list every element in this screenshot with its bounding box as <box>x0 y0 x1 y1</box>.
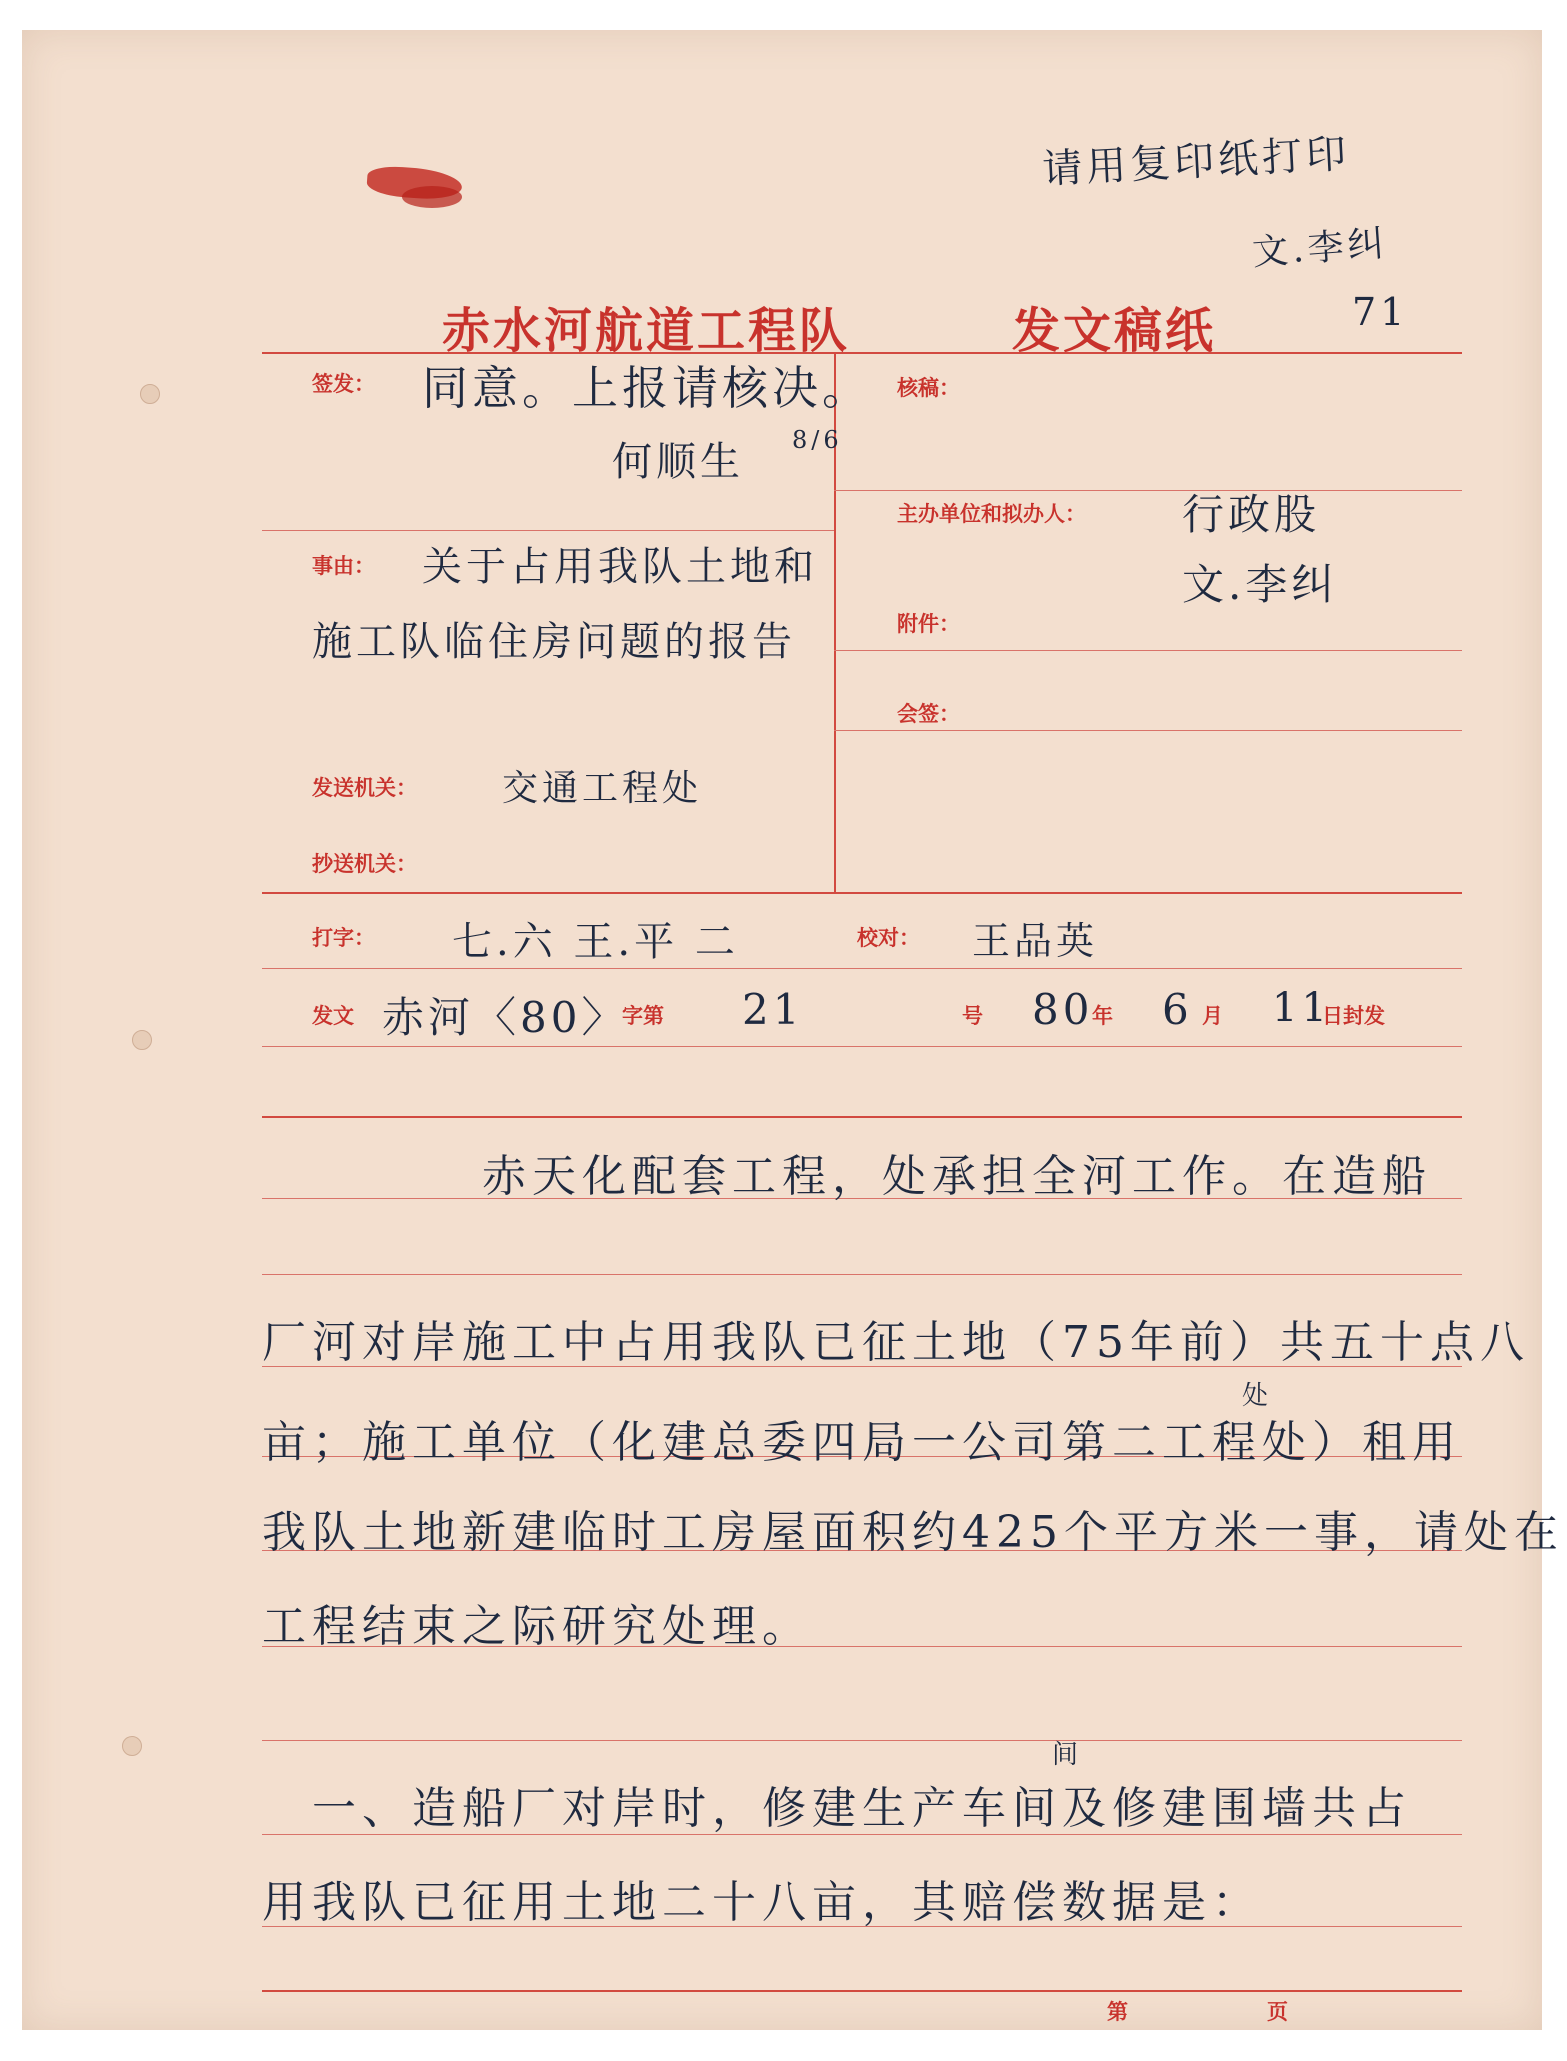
proof-label: 校对： <box>857 926 920 950</box>
body-line: 一、造船厂对岸时，修建生产车间及修建围墙共占 <box>312 1783 1412 1834</box>
rule <box>834 650 1462 651</box>
issue-prefix: 赤河〈80〉 <box>382 993 628 1042</box>
issue-day: 11 <box>1272 985 1331 1031</box>
issue-label: 发文 <box>312 1004 354 1028</box>
header-note: 请用复印纸打印 <box>1041 130 1352 194</box>
rule <box>262 1046 1462 1047</box>
page-suffix: 页 <box>1267 2000 1288 2024</box>
binding-hole <box>132 1030 152 1050</box>
issue-month: 6 <box>1162 985 1193 1034</box>
subject-label: 事由： <box>312 554 375 578</box>
issue-number: 21 <box>742 985 804 1034</box>
rule <box>262 968 1462 969</box>
issue-year: 80 <box>1032 985 1094 1034</box>
rule <box>262 892 1462 894</box>
subject-line-1: 关于占用我队土地和 <box>422 544 818 590</box>
issue-yue-label: 月 <box>1202 1004 1223 1028</box>
page-prefix: 第 <box>1107 2000 1128 2024</box>
body-line: 工程结束之际研究处理。 <box>262 1601 812 1652</box>
body-annotation: 处 <box>1242 1381 1275 1411</box>
review-label: 核稿： <box>897 376 960 400</box>
body-line: 厂河对岸施工中占用我队已征土地（75年前）共五十点八 <box>262 1317 1530 1368</box>
typing-value: 七.六 王.平 二 <box>452 919 739 965</box>
sign-label: 签发： <box>312 372 375 396</box>
host-label: 主办单位和拟办人： <box>897 502 1086 526</box>
body-rule <box>262 1274 1462 1275</box>
sign-name: 何顺生 <box>612 439 744 485</box>
body-line: 我队土地新建临时工房屋面积约425个平方米一事，请处在 <box>262 1507 1564 1558</box>
header-mark-initials: 文.李纠 <box>1250 223 1389 274</box>
attachment-label: 附件： <box>897 612 960 636</box>
typing-label: 打字： <box>312 926 375 950</box>
body-line: 用我队已征用土地二十八亩，其赔偿数据是： <box>262 1877 1262 1928</box>
rule <box>262 530 834 531</box>
countersign-label: 会签： <box>897 702 960 726</box>
document-sheet <box>22 30 1564 2030</box>
issue-zi-label: 字第 <box>622 1004 664 1028</box>
binding-hole <box>122 1736 142 1756</box>
subject-line-2: 施工队临住房问题的报告 <box>312 619 796 665</box>
issue-ri-label: 日封发 <box>1322 1004 1385 1028</box>
body-line: 赤天化配套工程，处承担全河工作。在造船 <box>482 1151 1432 1202</box>
host-person: 文.李纠 <box>1182 560 1338 609</box>
rule <box>834 490 1462 491</box>
sign-value: 同意。上报请核决。 <box>422 361 872 415</box>
cc-label: 抄送机关： <box>312 852 417 876</box>
host-unit: 行政股 <box>1182 490 1321 539</box>
send-to-label: 发送机关： <box>312 776 417 800</box>
rule <box>834 730 1462 731</box>
red-seal-blot-secondary <box>402 186 462 208</box>
sign-date: 8/6 <box>792 426 843 454</box>
organization-title: 赤水河航道工程队 <box>442 303 851 359</box>
body-line: 亩；施工单位（化建总委四局一公司第二工程处）租用 <box>262 1417 1462 1468</box>
rule <box>262 1116 1462 1118</box>
header-mark-number: 71 <box>1352 290 1409 334</box>
binding-hole <box>140 384 160 404</box>
proof-value: 王品英 <box>972 919 1099 963</box>
issue-nian-label: 年 <box>1092 1004 1113 1028</box>
send-to-value: 交通工程处 <box>502 768 703 809</box>
document-title: 发文稿纸 <box>1012 303 1217 359</box>
issue-hao-label: 号 <box>962 1004 983 1028</box>
body-annotation: 间 <box>1052 1740 1085 1770</box>
body-rule <box>262 1740 1462 1741</box>
body-rule-bottom <box>262 1990 1462 1992</box>
